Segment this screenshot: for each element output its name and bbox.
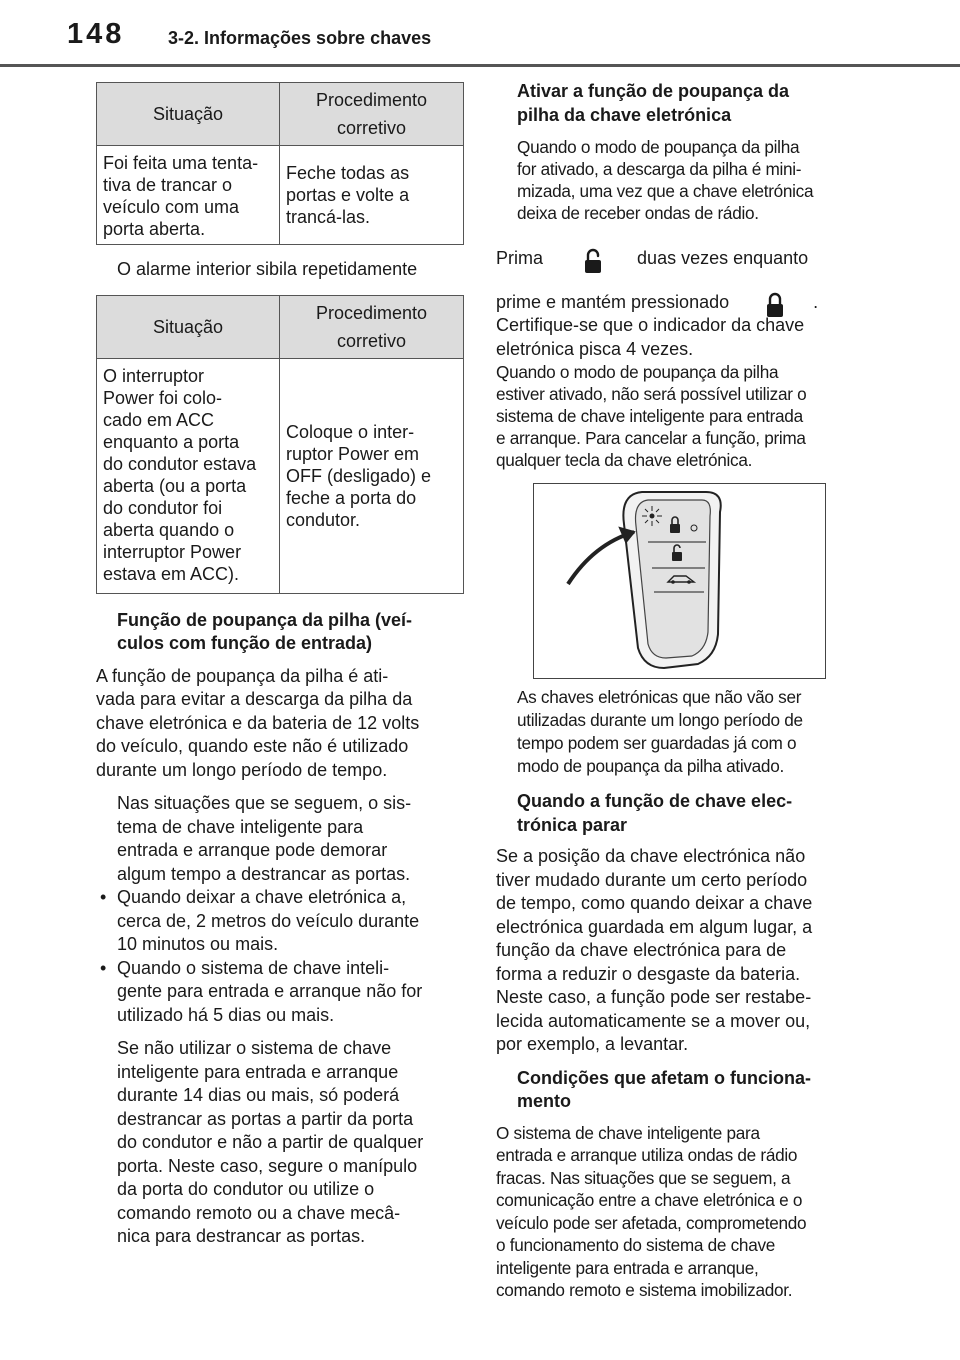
list-item: • Quando deixar a chave eletrónica a, cerca de, 2 metros do veículo durante 10 minutos ou mais.: [100, 887, 420, 954]
header-situation: Situação: [97, 295, 280, 358]
page-number: 148: [67, 18, 125, 50]
left-column: [96, 82, 464, 1249]
header-procedure: Procedimento corretivo: [280, 83, 464, 146]
prima-instruction: Prima duas vezes enquanto: [496, 236, 864, 280]
header-rule: [0, 64, 960, 67]
smart-key-fob-illustration: [533, 483, 826, 679]
table-row: [97, 146, 464, 245]
figure-caption: As chaves eletrónicas que não vão ser utilizadas durante um longo período de tempo podem ser guardadas já com o modo de poupança da pilha ativado.: [517, 687, 803, 776]
lock-icon: [766, 290, 784, 316]
battery-saving-note: Se não utilizar o sistema de chave inteligente para entrada e arranque durante 14 dias ou mais, só poderá destrancar as portas a partir da porta do condutor e não a partir de qualquer porta. Neste caso, segure o manípulo da porta do condutor ou utilize o comando remoto ou a chave mecâ- nica para destrancar as portas.: [117, 1038, 424, 1246]
header-procedure: Procedimento corretivo: [280, 295, 464, 358]
battery-saving-heading: Função de poupança da pilha (veí- culos com função de entrada): [117, 609, 413, 653]
page-header: [0, 0, 960, 66]
activate-description: Quando o modo de poupança da pilha for ativado, a descarga da pilha é mini- mizada, uma vez que a chave eletrónica deixa de receber ondas de rádio.: [517, 137, 814, 223]
situation-cell: Foi feita uma tenta- tiva de trancar o veículo com uma porta aberta.: [97, 146, 280, 245]
unlock-icon: [584, 246, 602, 272]
list-item: • Quando o sistema de chave inteli- gente para entrada e arranque não for utilizado há 5 dias ou mais.: [100, 957, 423, 1025]
situations-list: [96, 886, 464, 1027]
key-stop-body: Se a posição da chave electrónica não tiver mudado durante um certo período de tempo, como quando deixar a chave electrónica guardada em algum lugar, a função da chave electrónica para de forma a reduzir o desgaste da bateria. Neste caso, a função pode ser restabe- lecida automaticamente se a mover ou, por exemplo, a levantar.: [496, 846, 813, 1054]
activate-heading: Ativar a função de poupança da pilha da chave eletrónica: [517, 81, 790, 125]
key-stop-heading: Quando a função de chave elec- trónica parar: [517, 791, 793, 835]
table-header-row: [97, 83, 464, 146]
right-column: [496, 80, 864, 471]
confirm-text: Certifique-se que o indicador da chave eletrónica pisca 4 vezes.: [496, 315, 805, 359]
procedure-cell: Coloque o inter- ruptor Power em OFF (desligado) e feche a porta do condutor.: [280, 358, 464, 593]
table-header-row: [97, 295, 464, 358]
situation-cell: O interruptor Power foi colo- cado em ACC enquanto a porta do condutor estava aberta (ou a porta do condutor foi aberta quando o interruptor Power estava em ACC).: [97, 358, 280, 593]
procedure-cell: Feche todas as portas e volte a trancá-las.: [280, 146, 464, 245]
press-hold-instruction: prime e mantém pressionado .: [496, 280, 864, 324]
alarm-text: O alarme interior sibila repetidamente: [117, 259, 418, 279]
header-situation: Situação: [97, 83, 280, 146]
procedure-table-2: [96, 295, 464, 594]
procedure-table-1: [96, 82, 464, 245]
conditions-heading: Condições que afetam o funciona- mento: [517, 1067, 812, 1111]
right-column-lower: [496, 686, 864, 1302]
battery-saving-intro: A função de poupança da pilha é ati- vada para evitar a descarga da pilha da chave eletrónica e da bateria de 12 volts do veículo, quando este não é utilizado durante um longo período de tempo.: [96, 665, 420, 780]
conditions-body: O sistema de chave inteligente para entrada e arranque utiliza ondas de rádio fracas. Nas situações que se seguem, a comunicação entre a chave eletrónica e o veículo pode ser afetada, comprometendo o funcionamento do sistema de chave inteligente para entrada e arranque, comando remoto e sistema imobilizador.: [496, 1122, 807, 1300]
when-on-text: Quando o modo de poupança da pilha estiver ativado, não será possível utilizar o sistema de chave inteligente para entrada e arranque. Para cancelar a função, prima qualquer tecla da chave eletrónica.: [496, 362, 807, 470]
situations-intro: Nas situações que se seguem, o sis- tema de chave inteligente para entrada e arranque pode demorar algum tempo a destrancar as portas.: [117, 793, 412, 884]
section-title: 3-2. Informações sobre chaves: [168, 28, 432, 48]
table-row: [97, 358, 464, 593]
